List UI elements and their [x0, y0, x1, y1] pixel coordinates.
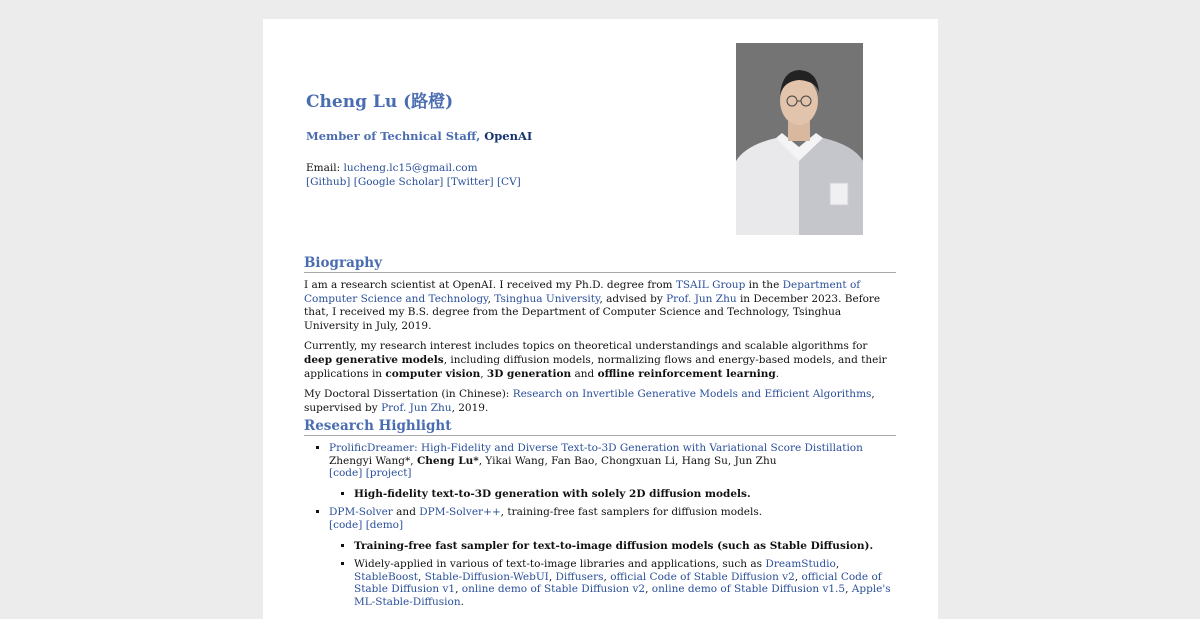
code-link[interactable]: [code] [329, 467, 363, 480]
bio-text: My Doctoral Dissertation (in Chinese): [304, 388, 513, 401]
sd-webui-link[interactable]: Stable-Diffusion-WebUI [424, 570, 549, 583]
separator: , [645, 583, 652, 596]
bio-text: , including diffusion models, normalizing flows and energy-based models, and their applications in [304, 353, 887, 380]
cv-link[interactable]: [CV] [496, 176, 521, 188]
github-link[interactable]: [Github] [306, 176, 351, 188]
bio-text: I am a research scientist at OpenAI. I received my Ph.D. degree from [304, 279, 676, 291]
list-item: ▪ Training-free fast sampler for text-to-image diffusion models (such as Stable Diffusion). [354, 540, 896, 553]
tsail-group-link[interactable]: TSAIL Group [675, 279, 746, 291]
list-item [329, 506, 896, 608]
tsinghua-link[interactable]: Tsinghua University [494, 292, 600, 305]
dpm-solver-pp-link[interactable]: DPM-Solver++ [419, 506, 501, 519]
list-item [329, 442, 896, 500]
bio-text: in December 2023. Before that, I received my B.S. degree from the Department of Computer Science and Technology, Tsinghua University in July, 2019. [304, 292, 881, 332]
stableboost-link[interactable]: StableBoost [354, 570, 418, 583]
email-link[interactable]: lucheng.lc15@gmail.com [343, 162, 478, 174]
bio-text: . [775, 367, 780, 380]
dissertation-link[interactable]: Research on Invertible Generative Models and Efficient Algorithms [512, 388, 872, 401]
bio-text: and [571, 367, 598, 380]
separator: , [603, 570, 611, 583]
sd-v15-demo-link[interactable]: online demo of Stable Diffusion v1.5 [651, 583, 846, 596]
list-item: ▪ High-fidelity text-to-3D generation with solely 2D diffusion models. [354, 488, 896, 501]
email-line [306, 161, 521, 175]
list-item [354, 558, 896, 608]
twitter-link[interactable]: [Twitter] [446, 176, 494, 188]
research-section [304, 418, 896, 615]
author-self: Cheng Lu* [416, 454, 479, 467]
profile-photo [736, 43, 863, 235]
demo-link[interactable]: [demo] [365, 518, 404, 531]
bio-emphasis: computer vision [385, 367, 481, 380]
email-label: Email: [306, 162, 344, 174]
sd-v2-code-link[interactable]: official Code of Stable Diffusion v2 [610, 570, 795, 583]
bio-text: , 2019. [451, 401, 489, 414]
separator: , [455, 583, 462, 596]
google-scholar-link[interactable]: [Google Scholar] [353, 176, 444, 188]
separator: , [417, 570, 425, 583]
biography-section [304, 255, 896, 422]
separator: , [794, 570, 802, 583]
portrait-illustration [736, 43, 863, 235]
biography-paragraph-2 [304, 340, 896, 381]
separator: . [460, 595, 464, 608]
bio-emphasis: offline reinforcement learning [597, 367, 776, 380]
project-link[interactable]: [project] [365, 467, 412, 480]
bio-text: , [487, 292, 495, 305]
authors-text: , Yikai Wang, Fan Bao, Chongxuan Li, Hang Su, Jun Zhu [478, 454, 777, 467]
role-org: OpenAI [484, 129, 533, 143]
biography-paragraph-3 [304, 388, 896, 415]
sd-v1-code-link[interactable]: official Code of Stable Diffusion v1 [354, 570, 882, 596]
supervisor-link[interactable]: Prof. Jun Zhu [381, 401, 452, 414]
research-heading: Research Highlight [304, 418, 896, 436]
role-title: Member of Technical Staff, [306, 129, 485, 143]
sub-list [329, 540, 896, 609]
item-text: and [392, 506, 420, 519]
bio-emphasis: deep generative models [304, 353, 444, 366]
page-title: Cheng Lu (路橙) [306, 92, 454, 112]
separator: , [835, 558, 840, 571]
bio-text: , [480, 367, 487, 380]
separator: , [548, 570, 556, 583]
department-link[interactable]: Department of Computer Science and Technology [304, 279, 861, 305]
bio-text: in the [745, 279, 783, 291]
prolificdreamer-paper-link[interactable]: ProlificDreamer: High-Fidelity and Diverse Text-to-3D Generation with Variational Score Distillation [329, 442, 863, 454]
code-link[interactable]: [code] [329, 518, 363, 531]
item-text: , training-free fast samplers for diffusion models. [500, 506, 763, 519]
job-title [306, 129, 532, 143]
profile-links [306, 175, 521, 189]
biography-paragraph-1 [304, 279, 896, 333]
dpm-solver-link[interactable]: DPM-Solver [329, 506, 393, 519]
sub-list [329, 488, 896, 501]
item-text: Widely-applied in various of text-to-image libraries and applications, such as [354, 558, 766, 571]
separator: , [845, 583, 852, 596]
page [263, 19, 938, 619]
bio-text: Currently, my research interest includes topics on theoretical understandings and scalable algorithms for [304, 340, 868, 353]
apple-ml-sd-link[interactable]: Apple's ML-Stable-Diffusion [354, 583, 891, 608]
biography-heading: Biography [304, 255, 896, 273]
diffusers-link[interactable]: Diffusers [555, 570, 604, 583]
contact-info [306, 161, 521, 189]
authors-text: Zhengyi Wang*, [329, 454, 417, 467]
sd-v2-demo-link[interactable]: online demo of Stable Diffusion v2 [461, 583, 646, 596]
research-list [304, 442, 896, 609]
advisor-link[interactable]: Prof. Jun Zhu [666, 292, 737, 305]
bio-emphasis: 3D generation [486, 367, 572, 380]
bio-text: , advised by [599, 292, 667, 305]
bio-text: , supervised by [304, 388, 875, 414]
dreamstudio-link[interactable]: DreamStudio [765, 558, 836, 571]
